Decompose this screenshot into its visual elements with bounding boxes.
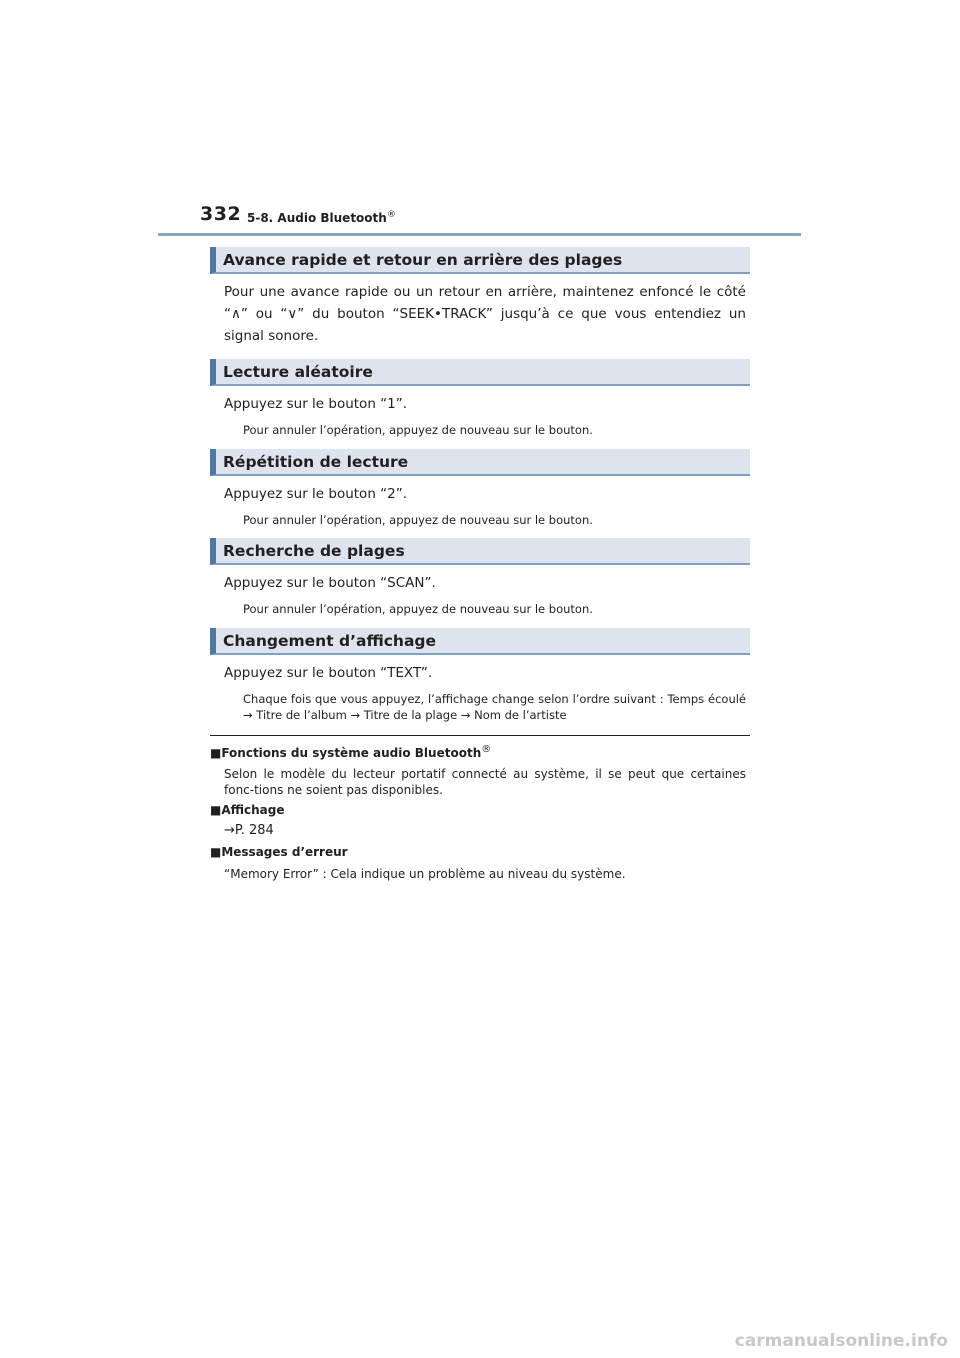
section-body: Pour une avance rapide ou un retour en arrière, maintenez enfoncé le côté “∧” ou “∨” du bouton “SEEK•TRACK” jusqu’à ce que vous entendiez un signal sonore. <box>224 284 746 344</box>
section-heading-fast-forward <box>210 247 750 274</box>
page-reference-link[interactable]: →P. 284 <box>224 823 274 838</box>
section-heading-display <box>210 628 750 655</box>
note-heading-text: ■Fonctions du système audio Bluetooth <box>210 746 482 760</box>
section-body: Appuyez sur le bouton “TEXT”. <box>224 665 433 681</box>
chapter-title <box>247 210 396 225</box>
watermark: carmanualsonline.info <box>734 1331 948 1351</box>
section-note: Chaque fois que vous appuyez, l’affichage change selon l’ordre suivant : Temps écoulé → Titre de l’album → Titre de la plage → Nom de l’artiste <box>243 692 746 722</box>
note-body: “Memory Error” : Cela indique un problème au niveau du système. <box>224 867 626 881</box>
registered-mark: ® <box>386 210 396 220</box>
note-body: Selon le modèle du lecteur portatif connecté au système, il se peut que certaines fonc-tions ne soient pas disponibles. <box>224 767 746 797</box>
page-number: 332 <box>200 203 242 225</box>
section-heading-random <box>210 359 750 386</box>
section-title: Avance rapide et retour en arrière des plages <box>223 251 623 269</box>
header-rule <box>158 233 801 236</box>
section-heading-repeat <box>210 449 750 476</box>
section-title: Répétition de lecture <box>223 453 409 471</box>
note-heading-display: ■Affichage <box>210 803 285 817</box>
section-note: Pour annuler l’opération, appuyez de nouveau sur le bouton. <box>243 513 593 527</box>
section-body: Appuyez sur le bouton “1”. <box>224 396 408 412</box>
notes-divider <box>210 735 750 736</box>
section-title: Recherche de plages <box>223 542 405 560</box>
note-heading-errors: ■Messages d’erreur <box>210 845 348 859</box>
section-body: Appuyez sur le bouton “SCAN”. <box>224 575 436 591</box>
registered-mark: ® <box>481 744 492 755</box>
section-title: Changement d’affichage <box>223 632 437 650</box>
section-note: Pour annuler l’opération, appuyez de nouveau sur le bouton. <box>243 423 593 437</box>
section-heading-scan <box>210 538 750 565</box>
section-note: Pour annuler l’opération, appuyez de nouveau sur le bouton. <box>243 602 593 616</box>
section-title: Lecture aléatoire <box>223 363 373 381</box>
section-body: Appuyez sur le bouton “2”. <box>224 486 408 502</box>
note-heading-bluetooth <box>210 744 491 760</box>
chapter-title-text: 5-8. Audio Bluetooth <box>247 211 387 225</box>
